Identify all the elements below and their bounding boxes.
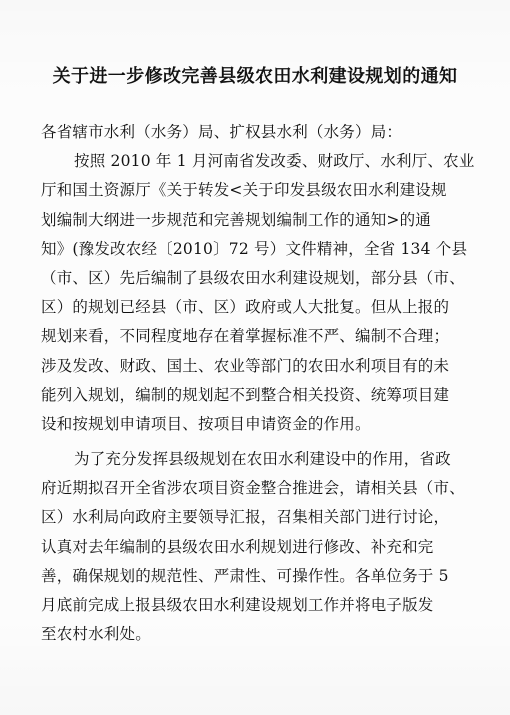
paragraph-1-line-6: 区）的规划已经县（市、区）政府或人大批复。但从上报的 [41, 298, 450, 317]
paragraph-2-line-4: 认真对去年编制的县级农田水利规划进行修改、补充和完 [41, 537, 434, 556]
paragraph-1-line-2: 厅和国土资源厅《关于转发<关于印发县级农田水利建设规 [41, 181, 447, 200]
paragraph-1-line-1: 按照 2010 年 1 月河南省发改委、财政厅、水利厅、农业 [74, 152, 475, 171]
salutation: 各省辖市水利（水务）局、扩权县水利（水务）局： [41, 123, 403, 141]
paragraph-1-line-4: 知》(豫发改农经〔2010〕72 号）文件精神，全省 134 个县 [41, 239, 468, 258]
paragraph-2-line-6: 月底前完成上报县级农田水利建设规划工作并将电子版发 [41, 596, 434, 614]
paragraph-2-line-2: 府近期拟召开全省涉农项目资金整合推进会，请相关县（市、 [41, 479, 465, 498]
paragraph-1-line-8: 涉及发改、财政、国土、农业等部门的农田水利项目有的未 [41, 356, 450, 375]
paragraph-1-line-10: 设和按规划申请项目、按项目申请资金的作用。 [41, 414, 371, 433]
paragraph-2-line-3: 区）水利局向政府主要领导汇报，召集相关部门进行讨论， [41, 508, 450, 527]
paragraph-2-line-5: 善，确保规划的规范性、严肃性、可操作性。各单位务于 5 [41, 566, 449, 585]
paragraph-2-line-7: 至农村水利处。 [41, 625, 151, 644]
paragraph-1-line-3: 划编制大纲进一步规范和完善规划编制工作的通知>的通 [41, 210, 431, 229]
paragraph-2-line-1: 为了充分发挥县级规划在农田水利建设中的作用，省政 [74, 450, 451, 469]
paragraph-1-line-5: （市、区）先后编制了县级农田水利建设规划，部分县（市、 [41, 268, 465, 287]
document-body [41, 118, 477, 649]
document-title: 关于进一步修改完善县级农田水利建设规划的通知 [52, 66, 458, 87]
paragraph-1-line-9: 能列入规划，编制的规划起不到整合相关投资、统筹项目建 [41, 385, 450, 404]
paragraph-1-line-7: 规划来看，不同程度地存在着掌握标准不严、编制不合理； [41, 327, 450, 346]
